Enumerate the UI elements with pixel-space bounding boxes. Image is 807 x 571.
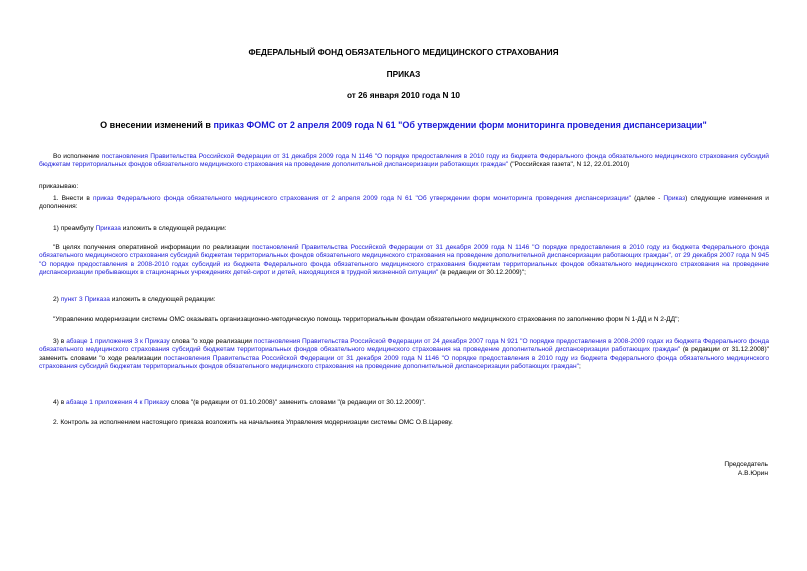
subitem-3-text-2: слова "о ходе реализации (169, 338, 254, 345)
subitem-1-paragraph (39, 225, 769, 233)
signature-name: А.В.Юрин (737, 470, 768, 477)
preamble-paragraph (39, 153, 769, 170)
title-prefix: О внесении изменений в (100, 120, 214, 130)
subitem-3-link-resolution-921[interactable]: постановления Правительства Российской Федерации от 24 декабря 2007 года N 921 "О порядке предоставления в 2008-2009 годах из бюджета Федерального фонда обязательного медицинского страхования субсидий бюджетам территориальных фондов обязательного медицинского страхования на проведение дополнительной диспансеризации работающих граждан" (39, 338, 770, 354)
subitem-1-link[interactable]: Приказа (95, 225, 121, 232)
subitem-2-text-2: изложить в следующей редакции: (109, 296, 216, 303)
organization-heading: ФЕДЕРАЛЬНЫЙ ФОНД ОБЯЗАТЕЛЬНОГО МЕДИЦИНСКОГО СТРАХОВАНИЯ (248, 47, 559, 57)
quote-1-link[interactable]: постановлений Правительства Российской Федерации от 31 декабря 2009 года N 1146 "О порядке предоставления в 2010 году из бюджета Федерального фонда обязательного медицинского страхования субсидий бюджетам территориальных фондов обязательного медицинского страхования на проведение дополнительной диспансеризации работающих граждан", от 29 декабря 2007 года N 945 "О порядке предоставления в 2008-2010 годах субсидий из бюджета Федерального фонда обязательного медицинского страхования бюджетам территориальных фондов обязательного медицинского страхования на проведение диспансеризации пребывающих в стационарных учреждениях детей-сирот и детей, находящихся в трудной жизненной ситуации" (39, 244, 769, 277)
order-word: приказываю: (39, 183, 79, 190)
item-1-link-order[interactable]: приказ Федерального фонда обязательного медицинского страхования от 2 апреля 2009 года N 61 "Об утверждении форм мониторинга проведения диспансеризации" (93, 195, 632, 202)
subitem-4-text-2: слова "(в редакции от 01.10.2008)" заменить словами "(в редакции от 30.12.2009)". (169, 399, 426, 406)
preamble-text-1: Во исполнение (53, 153, 102, 160)
subitem-3-text-4: ; (578, 363, 581, 371)
preamble-text-2: ("Российская газета", N 12, 22.01.2010) (508, 161, 630, 169)
subitem-4-link[interactable]: абзаце 1 приложения 4 к Приказу (66, 399, 170, 406)
subitem-3-text-3: (в редакции от 31.12.2008)" заменить словами "о ходе реализации (39, 346, 770, 362)
preamble-link[interactable]: постановления Правительства Российской Федерации от 31 декабря 2009 года N 1146 "О порядке предоставления в 2010 году из бюджета Федерального фонда обязательного медицинского страхования субсидий бюджетам территориальных фондов обязательного медицинского страхования на проведение дополнительной диспансеризации работающих граждан" (39, 153, 769, 169)
subitem-2-link[interactable]: пункт 3 Приказа (60, 296, 110, 303)
subitem-3-paragraph (39, 338, 769, 372)
quote-2-paragraph: "Управлению модернизации системы ОМС оказывать организационно-методическую помощь территориальным фондам обязательного медицинского страхования по заполнению форм N 1-ДД и N 2-ДД"; (53, 316, 680, 323)
document-type: ПРИКАЗ (386, 69, 421, 79)
item-2-paragraph: 2. Контроль за исполнением настоящего приказа возложить на начальника Управления модернизации системы ОМС О.В.Цареву. (53, 419, 453, 426)
subitem-2-paragraph (39, 296, 769, 304)
subitem-2-text-1: 2) (53, 296, 61, 303)
signature-position: Председатель (724, 461, 768, 468)
quote-1-text-1: "В целях получения оперативной информации по реализации (53, 244, 253, 251)
subitem-3-text-1: 3) в (53, 338, 67, 345)
item-1-link-prikaz[interactable]: Приказ (663, 195, 686, 202)
subitem-1-text-1: 1) преамбулу (53, 225, 96, 232)
item-1-text-1: 1. Внести в (53, 195, 94, 202)
item-1-paragraph (39, 195, 769, 212)
quote-1-paragraph (39, 244, 769, 278)
document-date-number: от 26 января 2010 года N 10 (346, 90, 461, 100)
item-1-text-2: (далее - (631, 195, 664, 202)
subitem-1-text-2: изложить в следующей редакции: (120, 225, 227, 232)
subitem-3-link-resolution-1146[interactable]: постановления Правительства Российской Федерации от 31 декабря 2009 года N 1146 "О порядке предоставления в 2010 году из бюджета Федерального фонда обязательного медицинского страхования субсидий бюджетам территориальных фондов обязательного медицинского страхования на проведение дополнительной диспансеризации работающих граждан" (39, 354, 769, 371)
item-1-text-3: ) следующие изменения и дополнения: (39, 195, 769, 211)
subitem-3-link-annex[interactable]: абзаце 1 приложения 3 к Приказу (66, 338, 170, 345)
subitem-4-paragraph (39, 399, 769, 407)
quote-1-text-2: (в редакции от 30.12.2009)"; (438, 269, 526, 277)
signature-block (724, 460, 768, 478)
subitem-4-text-1: 4) в (53, 399, 67, 406)
document-title (0, 120, 807, 130)
title-link[interactable]: приказ ФОМС от 2 апреля 2009 года N 61 "Об утверждении форм мониторинга проведения диспансеризации" (213, 120, 707, 130)
